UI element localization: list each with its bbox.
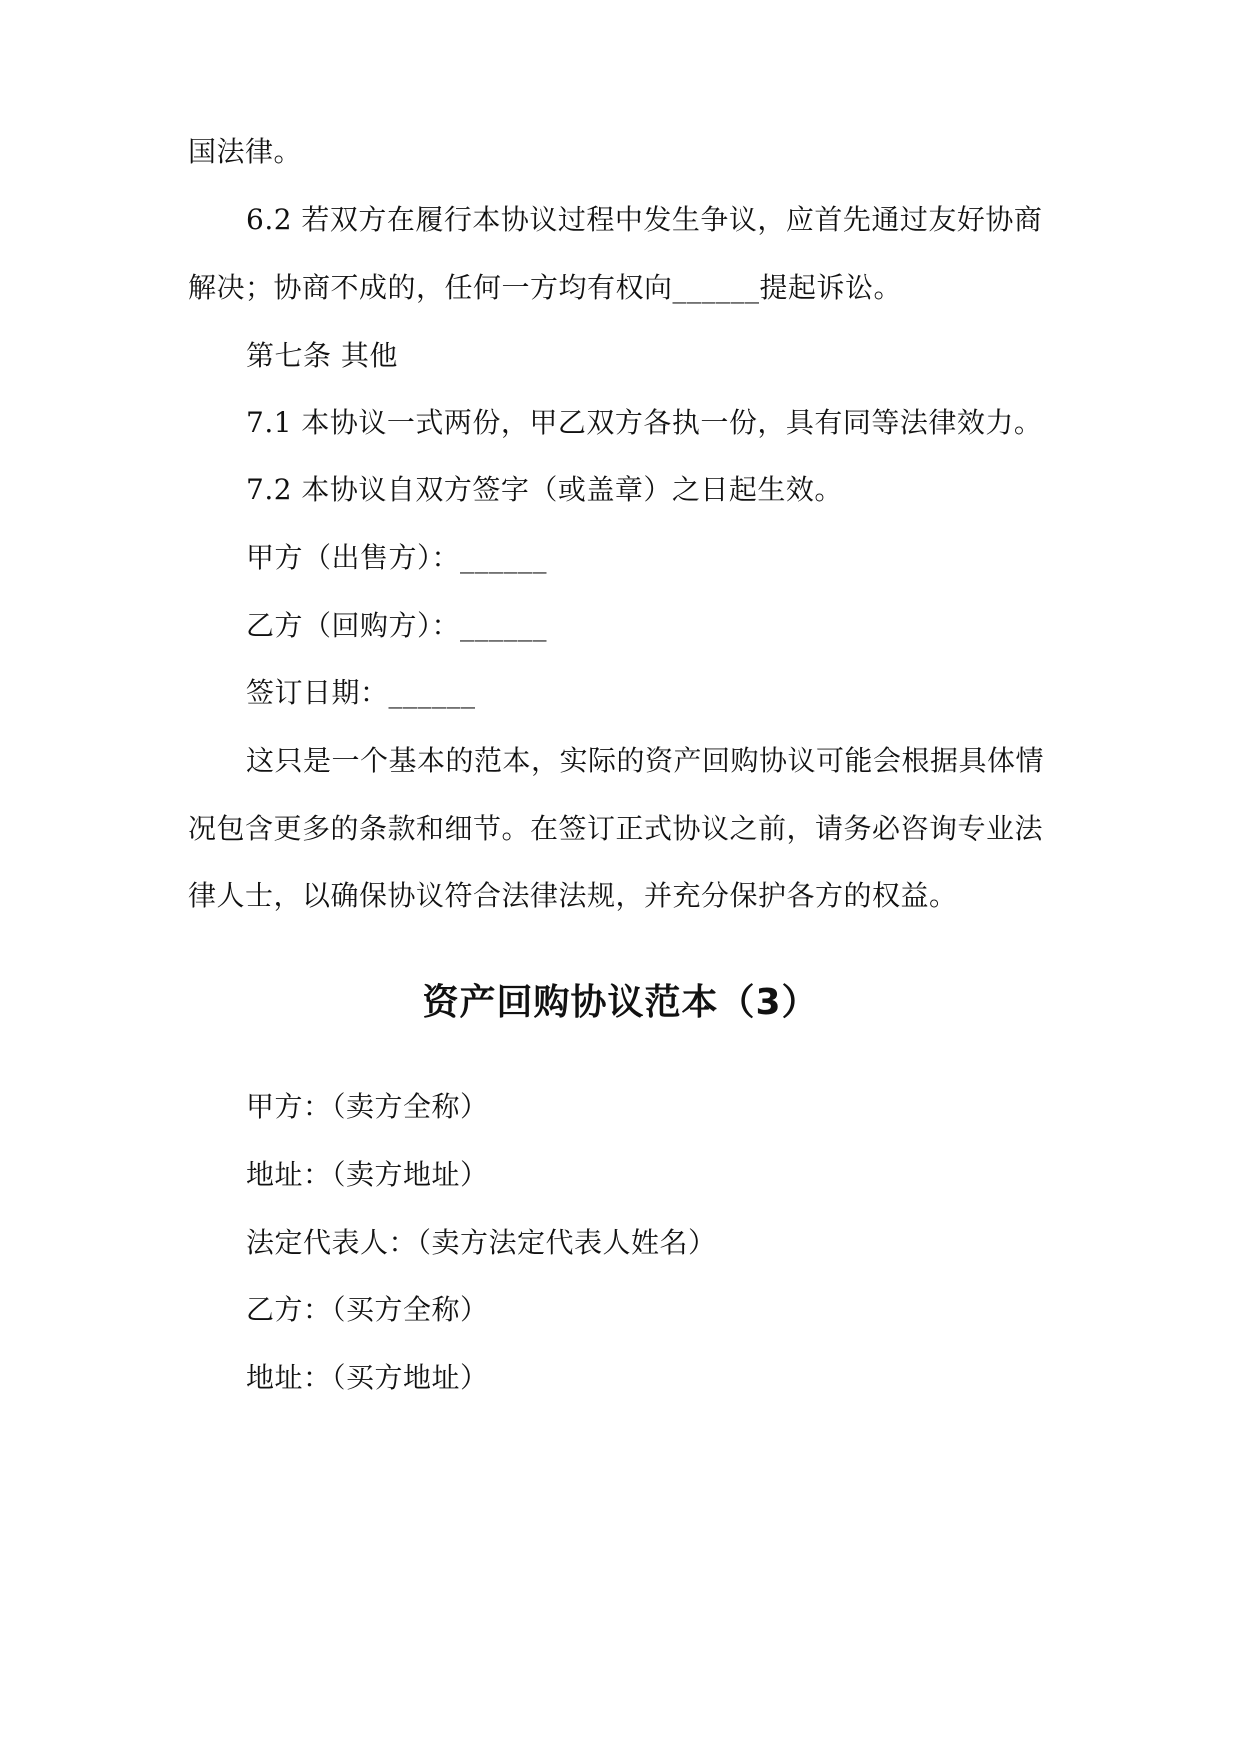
article-heading: 第七条 其他 [246,339,398,372]
paragraph-line: 律人士，以确保协议符合法律法规，并充分保护各方的权益。 [188,879,958,912]
paragraph-line: 7.2 本协议自双方签字（或盖章）之日起生效。 [246,473,843,506]
paragraph-line: 7.1 本协议一式两份，甲乙双方各执一份，具有同等法律效力。 [246,406,1043,439]
party-b-address-line: 地址：（买方地址） [246,1361,489,1394]
signing-date-line: 签订日期：______ [246,676,476,709]
section-title: 资产回购协议范本（3） [422,982,819,1023]
party-b-name-line: 乙方：（买方全称） [246,1293,489,1326]
signature-line-party-a: 甲方（出售方）：______ [246,541,548,574]
party-a-address-line: 地址：（卖方地址） [246,1158,489,1191]
paragraph-line: 这只是一个基本的范本，实际的资产回购协议可能会根据具体情 [246,744,1045,777]
signature-line-party-b: 乙方（回购方）：______ [246,609,548,642]
paragraph-line: 况包含更多的条款和细节。在签订正式协议之前，请务必咨询专业法 [188,812,1044,845]
paragraph-line: 解决；协商不成的，任何一方均有权向______提起诉讼。 [188,271,903,304]
paragraph-line: 国法律。 [188,135,303,168]
party-a-name-line: 甲方：（卖方全称） [246,1090,489,1123]
legal-representative-line: 法定代表人：（卖方法定代表人姓名） [246,1226,717,1259]
paragraph-line: 6.2 若双方在履行本协议过程中发生争议，应首先通过友好协商 [246,203,1043,236]
